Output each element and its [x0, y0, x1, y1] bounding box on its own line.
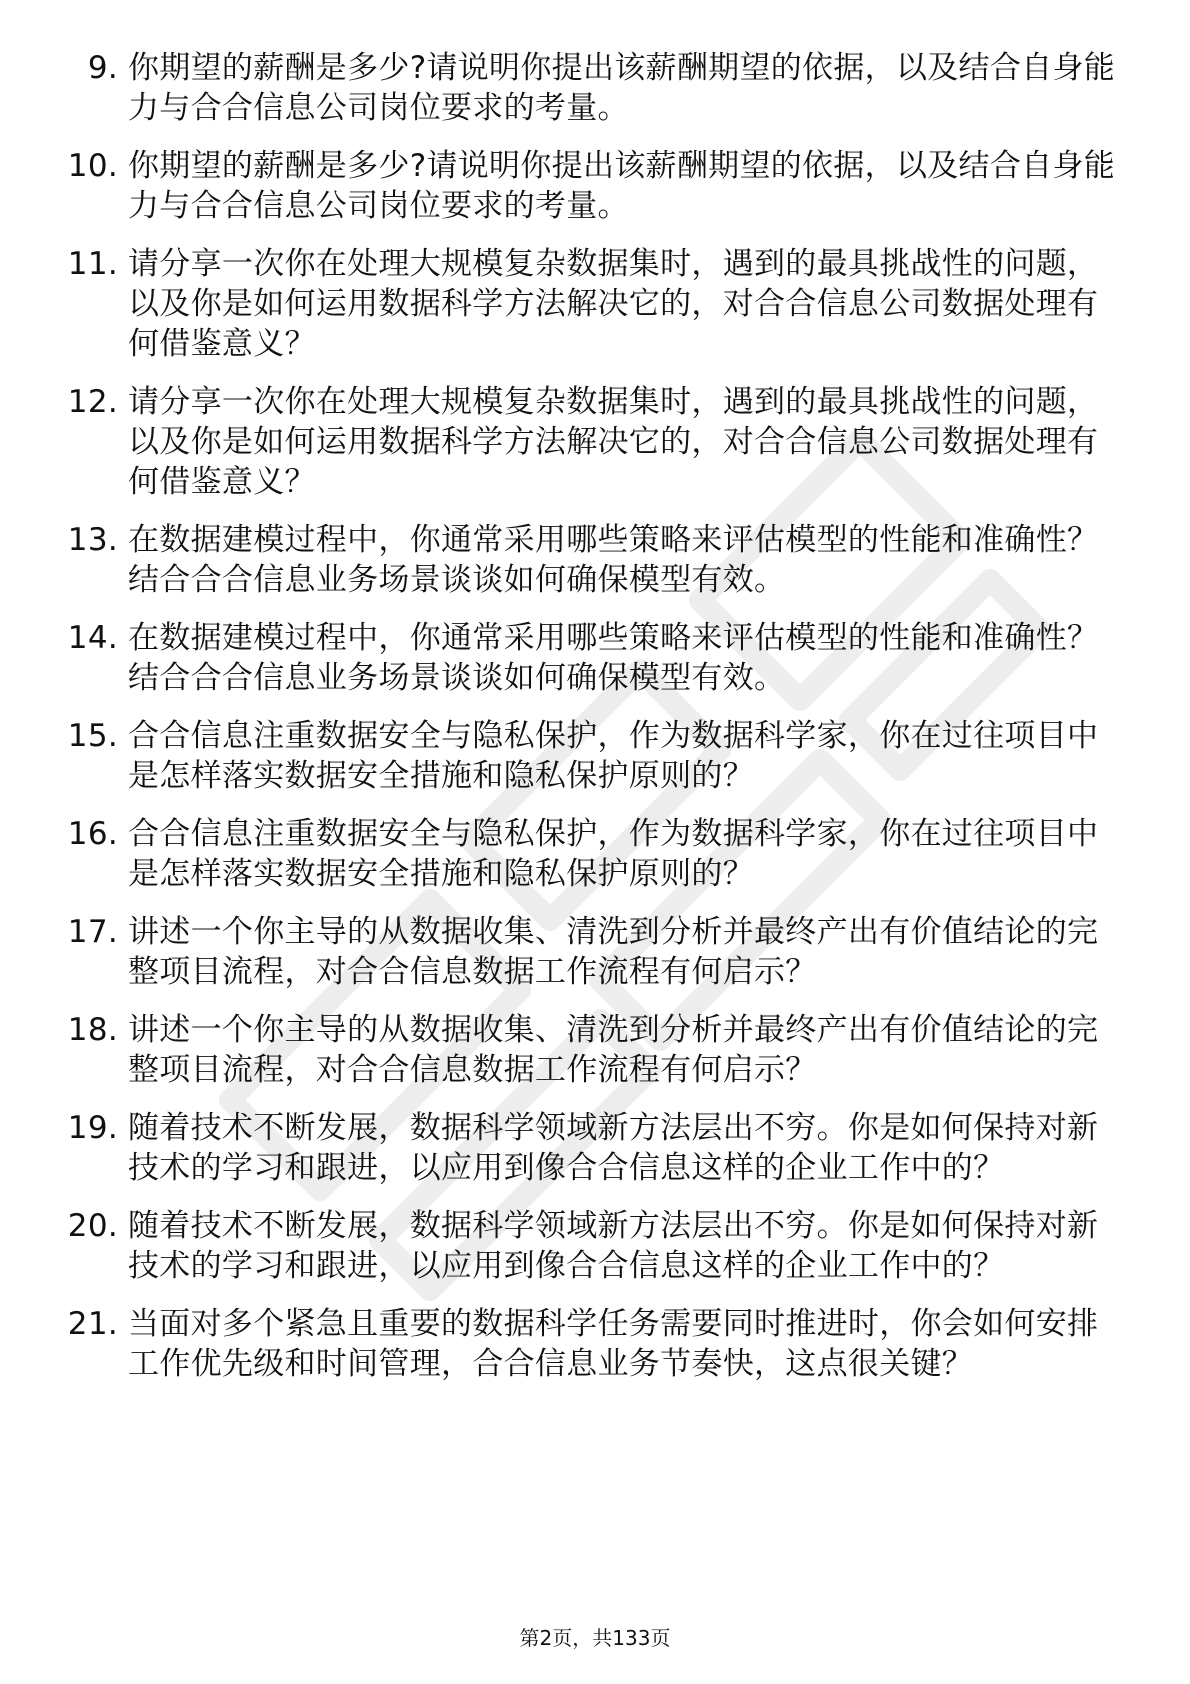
question-number: 20. — [67, 1208, 118, 1244]
question-item — [58, 244, 1118, 364]
question-item — [58, 1108, 1118, 1188]
question-number: 17. — [67, 914, 118, 950]
question-number: 18. — [67, 1012, 118, 1048]
question-text: 合合信息注重数据安全与隐私保护，作为数据科学家，你在过往项目中是怎样落实数据安全措施和隐私保护原则的？ — [128, 718, 1099, 794]
question-item — [58, 520, 1118, 600]
question-item — [58, 618, 1118, 698]
question-item — [58, 912, 1118, 992]
question-list — [58, 48, 1118, 1402]
question-text: 讲述一个你主导的从数据收集、清洗到分析并最终产出有价值结论的完整项目流程，对合合信息数据工作流程有何启示？ — [128, 914, 1099, 990]
question-item — [58, 1304, 1118, 1384]
question-number: 19. — [67, 1110, 118, 1146]
question-number: 15. — [67, 718, 118, 754]
question-text: 在数据建模过程中，你通常采用哪些策略来评估模型的性能和准确性？结合合合信息业务场景谈谈如何确保模型有效。 — [128, 522, 1099, 598]
question-item — [58, 1206, 1118, 1286]
question-text: 请分享一次你在处理大规模复杂数据集时，遇到的最具挑战性的问题，以及你是如何运用数据科学方法解决它的，对合合信息公司数据处理有何借鉴意义？ — [128, 246, 1099, 362]
page-footer — [0, 1622, 1190, 1651]
question-item — [58, 716, 1118, 796]
question-text: 你期望的薪酬是多少?请说明你提出该薪酬期望的依据，以及结合自身能力与合合信息公司岗位要求的考量。 — [128, 148, 1116, 224]
question-text: 讲述一个你主导的从数据收集、清洗到分析并最终产出有价值结论的完整项目流程，对合合信息数据工作流程有何启示？ — [128, 1012, 1099, 1088]
question-item — [58, 1010, 1118, 1090]
question-text: 随着技术不断发展，数据科学领域新方法层出不穷。你是如何保持对新技术的学习和跟进，以应用到像合合信息这样的企业工作中的？ — [128, 1208, 1099, 1284]
question-number: 10. — [67, 148, 118, 184]
page-number: 第2页，共133页 — [519, 1626, 671, 1650]
question-number: 14. — [67, 620, 118, 656]
question-item — [58, 382, 1118, 502]
question-text: 合合信息注重数据安全与隐私保护，作为数据科学家，你在过往项目中是怎样落实数据安全措施和隐私保护原则的？ — [128, 816, 1099, 892]
question-item — [58, 814, 1118, 894]
question-text: 随着技术不断发展，数据科学领域新方法层出不穷。你是如何保持对新技术的学习和跟进，以应用到像合合信息这样的企业工作中的？ — [128, 1110, 1099, 1186]
question-number: 9. — [87, 50, 118, 86]
question-text: 在数据建模过程中，你通常采用哪些策略来评估模型的性能和准确性？结合合合信息业务场景谈谈如何确保模型有效。 — [128, 620, 1099, 696]
question-number: 21. — [67, 1306, 118, 1342]
question-text: 请分享一次你在处理大规模复杂数据集时，遇到的最具挑战性的问题，以及你是如何运用数据科学方法解决它的，对合合信息公司数据处理有何借鉴意义？ — [128, 384, 1099, 500]
question-number: 16. — [67, 816, 118, 852]
question-number: 12. — [67, 384, 118, 420]
question-number: 13. — [67, 522, 118, 558]
question-number: 11. — [67, 246, 118, 282]
question-text: 你期望的薪酬是多少?请说明你提出该薪酬期望的依据，以及结合自身能力与合合信息公司岗位要求的考量。 — [128, 50, 1116, 126]
question-item — [58, 48, 1118, 128]
question-text: 当面对多个紧急且重要的数据科学任务需要同时推进时，你会如何安排工作优先级和时间管理，合合信息业务节奏快，这点很关键？ — [128, 1306, 1099, 1382]
question-item — [58, 146, 1118, 226]
